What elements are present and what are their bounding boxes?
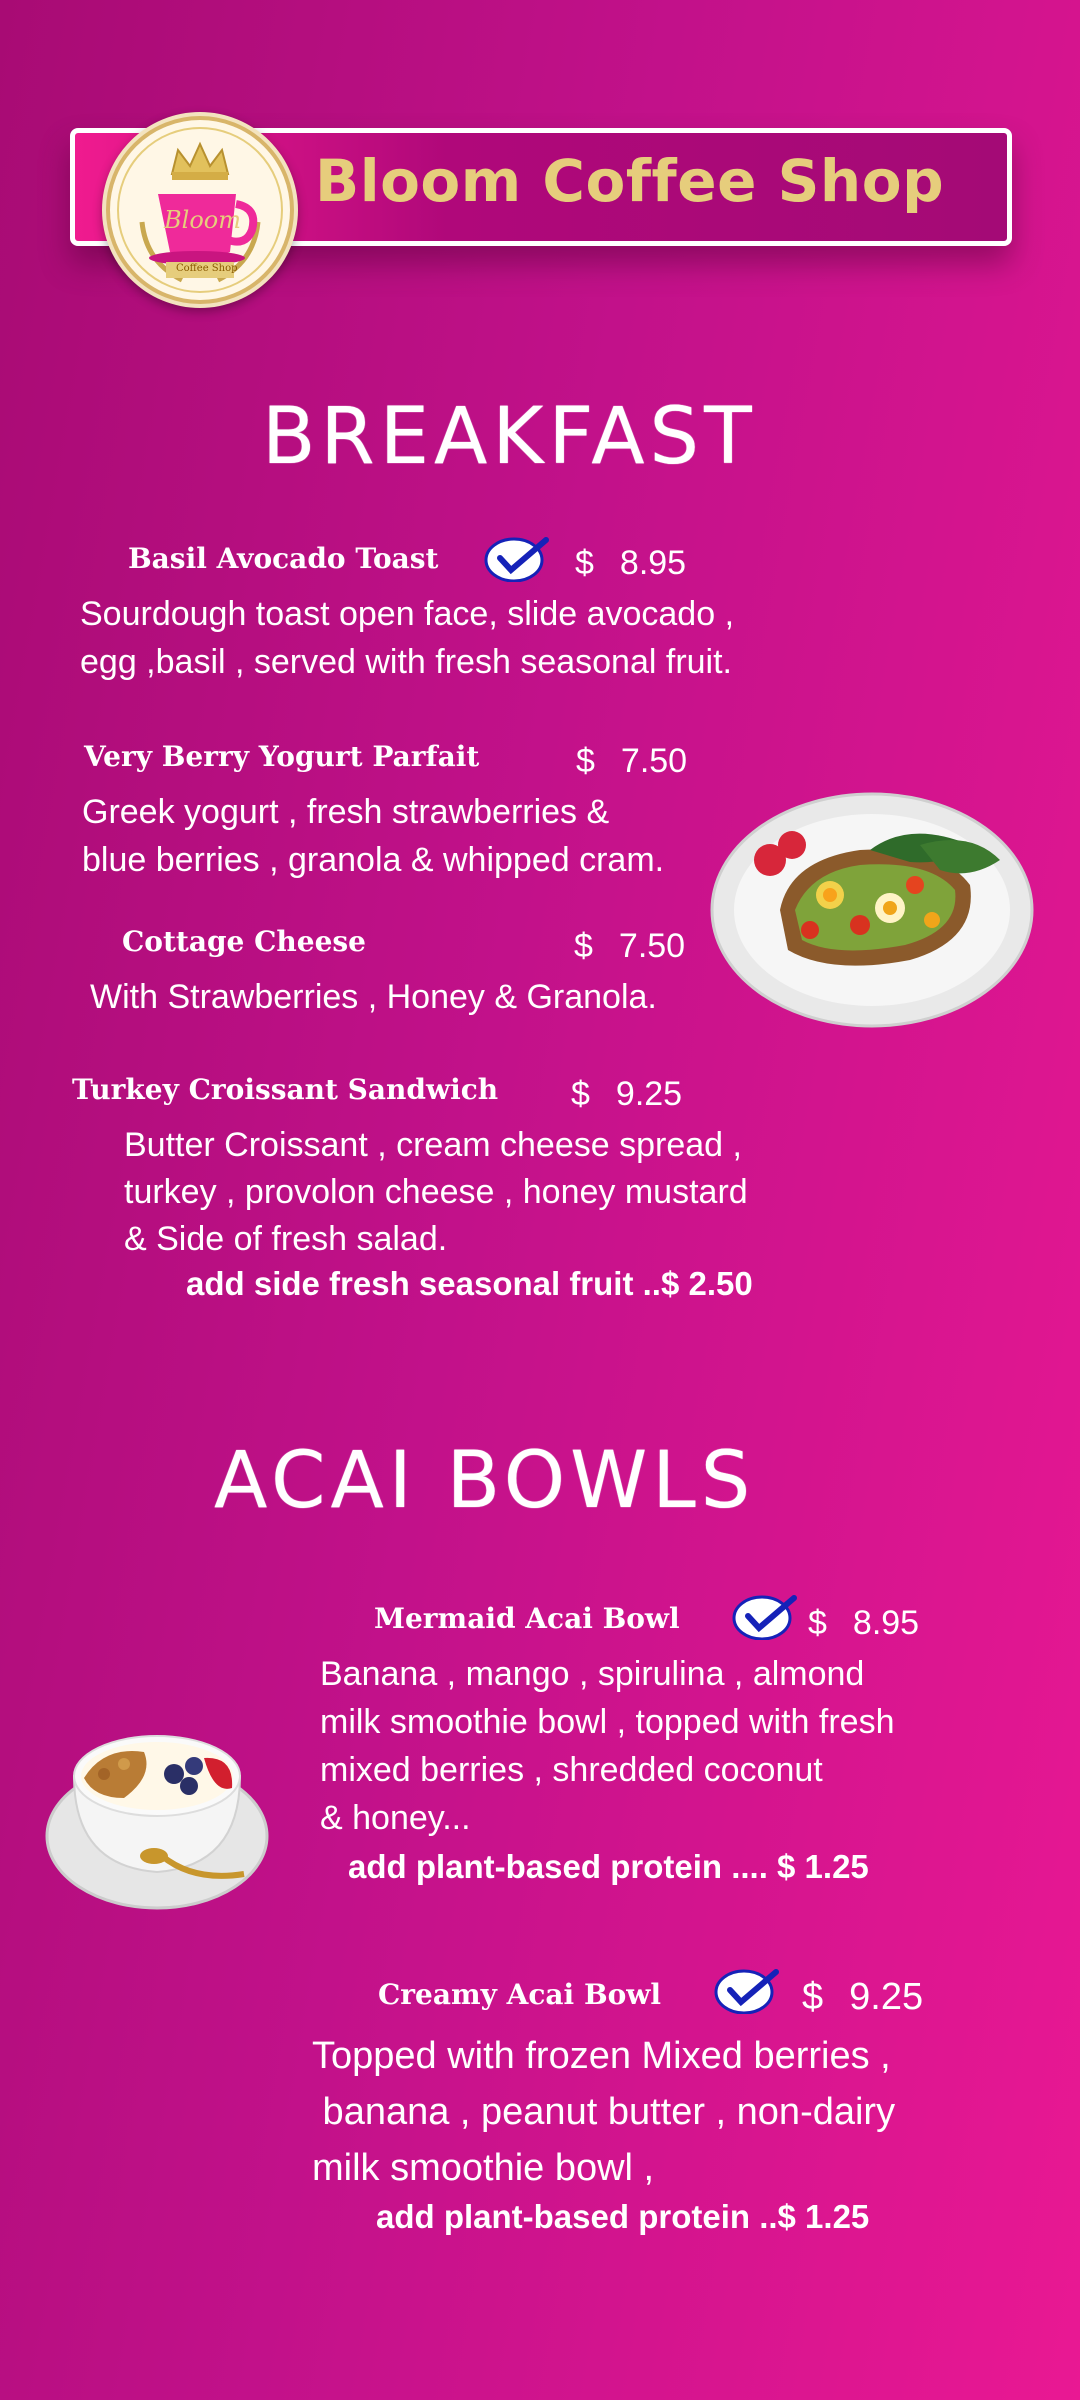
desc-line: With Strawberries , Honey & Granola.	[90, 978, 657, 1016]
desc-line: banana , peanut butter , non-dairy	[312, 2091, 896, 2133]
shop-title: Bloom Coffee Shop	[315, 147, 945, 215]
addon-fresh-fruit: add side fresh seasonal fruit ..$ 2.50	[186, 1265, 753, 1302]
desc-line: Banana , mango , spirulina , almond	[320, 1655, 865, 1693]
desc-line: & honey...	[320, 1799, 471, 1837]
item-name-cottage-cheese: Cottage Cheese	[122, 925, 366, 958]
price-basil-avocado-toast	[575, 544, 686, 583]
price-mermaid-acai-bowl	[808, 1604, 919, 1643]
addon-plant-protein: add plant-based protein .... $ 1.25	[348, 1848, 869, 1885]
logo-icon	[102, 112, 298, 308]
price-turkey-croissant-sandwich	[571, 1075, 682, 1114]
price-value: 9.25	[615, 1075, 683, 1113]
price-value: 8.95	[619, 544, 687, 582]
desc-line: & Side of fresh salad.	[124, 1220, 448, 1258]
currency-symbol: $	[802, 1976, 824, 2018]
breakfast-title: BREAKFAST	[262, 392, 757, 482]
desc-line: mixed berries , shredded coconut	[320, 1751, 823, 1789]
price-creamy-acai-bowl	[802, 1976, 923, 2019]
checkmark-icon	[714, 1966, 780, 2014]
currency-symbol: $	[571, 1075, 590, 1113]
desc-line: Butter Croissant , cream cheese spread ,	[124, 1126, 742, 1164]
item-name-mermaid-acai-bowl: Mermaid Acai Bowl	[374, 1602, 680, 1635]
logo-text: Bloom	[164, 206, 241, 234]
desc-line: milk smoothie bowl ,	[312, 2147, 655, 2189]
desc-line: Sourdough toast open face, slide avocado ,	[80, 595, 735, 633]
item-name-creamy-acai-bowl: Creamy Acai Bowl	[378, 1978, 662, 2011]
currency-symbol: $	[808, 1604, 827, 1642]
price-value: 7.50	[620, 742, 688, 780]
desc-line: milk smoothie bowl , topped with fresh	[320, 1703, 895, 1741]
avocado-toast-plate-image	[710, 790, 1035, 1030]
price-value: 8.95	[852, 1604, 920, 1642]
currency-symbol: $	[576, 742, 595, 780]
currency-symbol: $	[575, 544, 594, 582]
item-name-turkey-croissant-sandwich: Turkey Croissant Sandwich	[72, 1073, 499, 1106]
price-very-berry-yogurt-parfait	[576, 742, 687, 781]
desc-line: blue berries , granola & whipped cram.	[82, 841, 665, 879]
desc-line: Topped with frozen Mixed berries ,	[312, 2035, 891, 2077]
addon-plant-protein: add plant-based protein ..$ 1.25	[376, 2198, 870, 2235]
desc-line: turkey , provolon cheese , honey mustard	[124, 1173, 748, 1211]
desc-line: egg ,basil , served with fresh seasonal fruit.	[80, 643, 732, 681]
currency-symbol: $	[574, 927, 593, 965]
checkmark-icon	[732, 1592, 798, 1640]
item-name-basil-avocado-toast: Basil Avocado Toast	[128, 542, 439, 575]
price-cottage-cheese	[574, 927, 685, 966]
yogurt-bowl-image	[44, 1706, 270, 1916]
logo-subtext: Coffee Shop	[176, 263, 238, 274]
price-value: 7.50	[618, 927, 686, 965]
acai-bowls-title: ACAI BOWLS	[214, 1436, 756, 1526]
price-value: 9.25	[849, 1976, 924, 2018]
checkmark-icon	[484, 534, 550, 582]
desc-line: Greek yogurt , fresh strawberries &	[82, 793, 610, 831]
item-name-very-berry-yogurt-parfait: Very Berry Yogurt Parfait	[84, 740, 480, 773]
